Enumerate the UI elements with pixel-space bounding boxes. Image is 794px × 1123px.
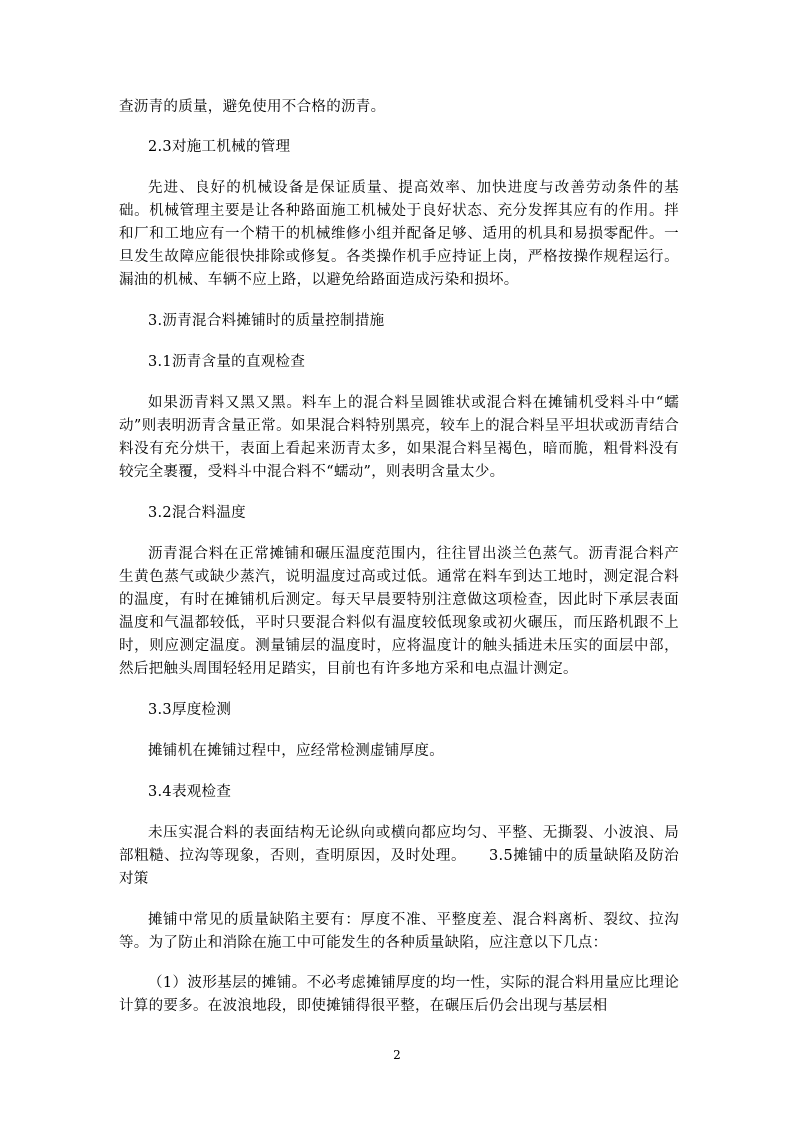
- page-body: [119, 96, 679, 1018]
- paragraph-temperature: 沥青混合料在正常摊铺和碾压温度范围内，往往冒出淡兰色蒸气。沥青混合料产生黄色蒸气或缺少蒸汽，说明温度过高或过低。通常在料车到达工地时，测定混合料的温度，有时在摊铺机后测定。每天早晨要特别注意做这项检查，因此时下承层表面温度和气温都较低，平时只要混合料似有温度较低现象或初火碾压，而压路机跟不上时，则应测定温度。测量铺层的温度时，应将温度计的触头插进未压实的面层中部，然后把触头周围轻轻用足踏实，目前也有许多地方采和电点温计测定。: [119, 546, 679, 677]
- section-heading-3-1: 3.1沥青含量的直观检查: [148, 354, 306, 370]
- section-heading-2-3: 2.3对施工机械的管理: [148, 139, 291, 155]
- paragraph-asphalt-content: 如果沥青料又黑又黑。料车上的混合料呈圆锥状或混合料在摊铺机受料斗中“蠕动”则表明沥青含量正常。如果混合料特别黑亮，较车上的混合料呈平坦状或沥青结合料没有充分烘干，表面上看起来沥青太多，如果混合料呈褐色，暗而脆，粗骨料没有较完全裹覆，受料斗中混合料不“蠕动”，则表明含量太少。: [119, 395, 679, 480]
- section-heading-3-2: 3.2混合料温度: [148, 505, 246, 521]
- section-heading-3-3: 3.3厚度检测: [148, 702, 232, 718]
- paragraph-surface: 未压实混合料的表面结构无论纵向或横向都应均匀、平整、无撕裂、小波浪、局部粗糙、拉沟等现象，否则，查明原因，及时处理。 3.5摊铺中的质量缺陷及防治对策: [119, 825, 679, 887]
- paragraph-intro: 查沥青的质量，避免使用不合格的沥青。: [119, 99, 386, 115]
- page-number: 2: [393, 1048, 401, 1062]
- section-heading-3: 3.沥青混合料摊铺时的质量控制措施: [148, 313, 385, 329]
- paragraph-thickness: 摊铺机在摊铺过程中，应经常检测虚铺厚度。: [148, 743, 444, 759]
- paragraph-defects: 摊铺中常见的质量缺陷主要有：厚度不准、平整度差、混合料离析、裂纹、拉沟等。为了防止和消除在施工中可能发生的各种质量缺陷，应注意以下几点：: [119, 912, 679, 951]
- paragraph-wavy-base: （1）波形基层的摊铺。不必考虑摊铺厚度的均一性，实际的混合料用量应比理论计算的要多。在波浪地段，即使摊铺得很平整，在碾压后仍会出现与基层相: [119, 975, 679, 1014]
- paragraph-machinery: 先进、良好的机械设备是保证质量、提高效率、加快进度与改善劳动条件的基础。机械管理主要是让各种路面施工机械处于良好状态、充分发挥其应有的作用。拌和厂和工地应有一个精干的机械维修小组并配备足够、适用的机具和易损零配件。一旦发生故障应能很快排除或修复。各类操作机手应持证上岗，严格按操作规程运行。漏油的机械、车辆不应上路，以避免给路面造成污染和损坏。: [119, 180, 679, 288]
- section-heading-3-4: 3.4表观检查: [148, 784, 232, 800]
